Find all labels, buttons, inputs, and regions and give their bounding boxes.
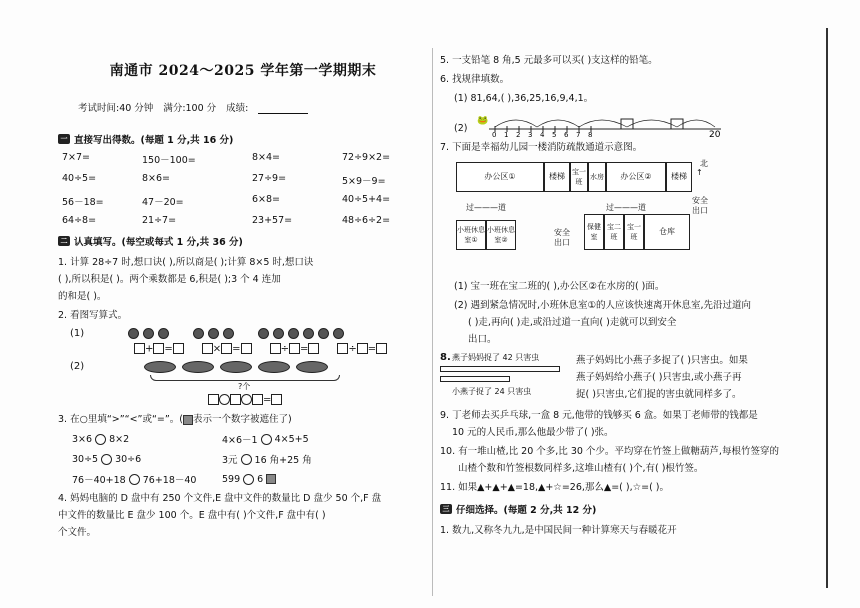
- score-blank[interactable]: [258, 104, 308, 114]
- evacuation-map: [456, 159, 756, 272]
- section-1-title: 直接写出得数。(每题 1 分,共 16 分): [74, 135, 234, 146]
- compare-item: 3×6 8×2: [72, 433, 130, 445]
- answer-box[interactable]: [134, 343, 145, 354]
- compare-grid: [72, 432, 428, 486]
- bar-chick: [440, 376, 510, 382]
- left-column: [58, 56, 428, 543]
- smiley-icon: [333, 328, 344, 339]
- smiley-icon: [128, 328, 139, 339]
- answer-box[interactable]: [271, 394, 282, 405]
- smiley-icon: [193, 328, 204, 339]
- calc-item[interactable]: 40÷5=: [62, 173, 97, 184]
- answer-box[interactable]: [230, 394, 241, 405]
- numline-tick-label: 3: [528, 131, 533, 137]
- question-6: 6. 找规律填数。: [440, 74, 510, 85]
- compare-circle[interactable]: [243, 474, 254, 485]
- column-divider: [432, 48, 433, 596]
- corridor-label-2: 过———道: [606, 203, 646, 212]
- question-11: 11. 如果▲+▲+▲=18,▲+☆=26,那么▲=( ),☆=( )。: [440, 482, 670, 493]
- exit-label-1: 安全出口: [692, 196, 708, 215]
- hidden-digit-icon: [183, 415, 193, 425]
- map-store: 仓库: [644, 214, 690, 250]
- plate-icon: [220, 361, 252, 373]
- section-2-heading: [58, 234, 428, 248]
- plate-icon: [258, 361, 290, 373]
- q2-sub1-label: (1): [70, 328, 85, 339]
- map-stairs-1: 楼梯: [544, 162, 570, 192]
- question-9: 9. 丁老师去买乒乓球,一盒 8 元,他带的钱够买 6 盒。如果丁老师带的钱都是 10 元的人民币,那么他最少带了( )张。: [440, 410, 758, 438]
- q1-line-1: 1. 计算 28÷7 时,想口诀( ),所以商是( );计算 8×5 时,想口诀: [58, 257, 314, 268]
- number-line: [471, 109, 731, 137]
- exam-time: 考试时间:40 分钟: [78, 103, 154, 114]
- compare-circle[interactable]: [95, 434, 106, 445]
- compare-item: 76－40+18 76+18－40: [72, 475, 197, 486]
- numline-tick-label: 0: [492, 131, 497, 137]
- map-stairs-2: 楼梯: [666, 162, 692, 192]
- exam-full-score: 满分:100 分: [163, 103, 217, 114]
- q6-1: (1) 81,64,( ),36,25,16,9,4,1。: [454, 93, 594, 104]
- smiley-icon: [258, 328, 269, 339]
- question-5: 5. 一支铅笔 8 角,5 元最多可以买( )支这样的铅笔。: [440, 55, 658, 66]
- compare-item: 3元 16 角+25 角: [222, 455, 312, 466]
- question-1: [58, 254, 428, 305]
- q1-line-2: ( ),所以积是( )。两个乘数都是 6,积是( );3 个 4 连加: [58, 274, 281, 285]
- q7-1: (1) 宝一班在宝二班的( ),办公区②在水房的( )面。: [454, 281, 665, 292]
- calc-item[interactable]: 72÷9×2=: [342, 152, 391, 163]
- mental-math-grid: [62, 152, 428, 226]
- calc-item[interactable]: 40÷5+4=: [342, 194, 391, 205]
- question-10: 10. 有一堆山楂,比 20 个多,比 30 个少。平均穿在竹签上做糖葫芦,每根竹签穿的 山楂个数和竹签根数同样多,这堆山楂有( )个,有( )根竹签。: [440, 446, 779, 474]
- q2-2-expression: =: [208, 394, 428, 406]
- question-3: 3. 在○里填“>”“<”或“=”。( 表示一个数字被遮住了): [58, 414, 292, 425]
- corridor-label-1: 过———道: [466, 203, 506, 212]
- numline-tick-label: 6: [564, 131, 569, 137]
- compare-circle[interactable]: [241, 454, 252, 465]
- section-1-heading: [58, 132, 428, 146]
- compare-item: 599 6: [222, 472, 372, 486]
- smiley-row: [70, 328, 428, 339]
- smiley-icon: [223, 328, 234, 339]
- answer-box[interactable]: [153, 343, 164, 354]
- answer-box[interactable]: [337, 343, 348, 354]
- answer-box[interactable]: [270, 343, 281, 354]
- map-health-room: 保健室: [584, 214, 604, 250]
- question-8: [440, 352, 820, 403]
- q8-text: 燕子妈妈比小燕子多捉了( )只害虫。如果 燕子妈妈给小燕子( )只害虫,或小燕子再 捉( )只害虫,它们捉的害虫就同样多了。: [576, 355, 748, 400]
- numline-tick-label: 4: [540, 131, 545, 137]
- smiley-icon: [158, 328, 169, 339]
- calc-item[interactable]: 64÷8=: [62, 215, 97, 226]
- q7-2: (2) 遇到紧急情况时,小班休息室①的人应该快速离开休息室,先沿过道向 ( )走,再向( )走,或沿过道一直向( )走就可以到安全 出口。: [454, 300, 752, 345]
- section-1-badge: 一: [58, 134, 70, 144]
- numline-end-label: 20: [709, 130, 721, 137]
- map-bao-1-top: 宝一班: [570, 162, 588, 192]
- section-2-title: 认真填写。(每空或每式 1 分,共 36 分): [74, 237, 243, 248]
- brace-label: ?个: [238, 381, 251, 391]
- answer-box[interactable]: [208, 394, 219, 405]
- answer-box[interactable]: [202, 343, 213, 354]
- smiley-icon: [208, 328, 219, 339]
- map-bao-1: 宝一班: [624, 214, 644, 250]
- plate-icon: [296, 361, 328, 373]
- compare-item: 30÷5 30÷6: [72, 453, 142, 465]
- section-3-heading: [440, 502, 820, 516]
- calc-item[interactable]: 5×9－9=: [342, 176, 386, 187]
- map-bao-2: 宝二班: [604, 214, 624, 250]
- answer-box[interactable]: [289, 343, 300, 354]
- section-2-badge: 二: [58, 236, 70, 246]
- section-3-title: 仔细选择。(每题 2 分,共 12 分): [456, 505, 597, 516]
- hidden-digit-icon: [266, 474, 276, 484]
- right-column: [440, 52, 820, 541]
- numline-tick-label: 5: [552, 131, 557, 137]
- q2-2-row: [58, 361, 428, 373]
- compare-item: 4×6－1 4×5+5: [222, 433, 309, 446]
- q6-2: (2) 🐸 0 1 2 3 4 5 6 7 8 20: [454, 109, 820, 137]
- map-rest-room-2: 小班休息室②: [486, 220, 516, 250]
- smiley-icon: [143, 328, 154, 339]
- answer-box[interactable]: [308, 343, 319, 354]
- exam-score-label: 成绩:: [226, 103, 249, 114]
- exit-label-2: 安全出口: [554, 228, 570, 247]
- calc-item[interactable]: 150－100=: [142, 155, 196, 166]
- compare-circle[interactable]: [129, 474, 140, 485]
- north-arrow-icon: ↑: [696, 168, 703, 177]
- plate-icon: [182, 361, 214, 373]
- plate-icon: [144, 361, 176, 373]
- section-3-badge: 三: [440, 504, 452, 514]
- map-office-1: 办公区①: [456, 162, 544, 192]
- answer-box[interactable]: [376, 343, 387, 354]
- exam-info: [78, 100, 428, 114]
- numline-tick-label: 1: [504, 131, 509, 137]
- answer-box[interactable]: [357, 343, 368, 354]
- map-rest-room-1: 小班休息室①: [456, 220, 486, 250]
- smiley-icon: [318, 328, 329, 339]
- answer-box[interactable]: [252, 394, 263, 405]
- question-2: 2. 看图写算式。: [58, 310, 128, 321]
- operator-circle[interactable]: [219, 394, 230, 405]
- calc-item[interactable]: 6×8=: [252, 194, 281, 205]
- calc-item[interactable]: 47－20=: [142, 197, 184, 208]
- calc-item[interactable]: 23+57=: [252, 215, 293, 226]
- question-4: 4. 妈妈电脑的 D 盘中有 250 个文件,E 盘中文件的数量比 D 盘少 50 个,F 盘 中文件的数量比 E 盘少 100 个。E 盘中有( )个文件,F 盘中有( ) 个文件。: [58, 493, 382, 538]
- q1-line-3: 的和是( )。: [58, 291, 107, 302]
- plates-row: [144, 361, 328, 373]
- smiley-icon: [273, 328, 284, 339]
- page-title: 南通市 2024～2025 学年第一学期期末: [109, 63, 377, 79]
- calc-item[interactable]: 21÷7=: [142, 215, 177, 226]
- calc-item[interactable]: 7×7=: [62, 152, 91, 163]
- q2-sub2-label: (2): [70, 361, 85, 372]
- calc-item[interactable]: 8×4=: [252, 152, 281, 163]
- map-water-room: 水房: [588, 162, 606, 192]
- q8-bar-diagram: 8. 燕子妈妈捉了 42 只害虫 小燕子捉了 24 只害虫: [440, 352, 564, 402]
- question-choice-1: 1. 数九,又称冬九九,是中国民间一种计算寒天与春暖花开: [440, 525, 677, 536]
- answer-box[interactable]: [173, 343, 184, 354]
- smiley-icon: [288, 328, 299, 339]
- q2-1-expressions: + = × = ÷ = ÷ =: [134, 343, 428, 355]
- calc-item[interactable]: 27÷9=: [252, 173, 287, 184]
- answer-box[interactable]: [221, 343, 232, 354]
- numline-tick-label: 8: [588, 131, 593, 137]
- numline-answer-box[interactable]: [621, 119, 633, 129]
- page-edge-line: [826, 28, 828, 588]
- calc-item[interactable]: 8×6=: [142, 173, 171, 184]
- frog-icon: 🐸: [477, 116, 489, 126]
- numline-tick-label: 7: [576, 131, 581, 137]
- calc-item[interactable]: 56－18=: [62, 197, 104, 208]
- north-label: 北: [700, 159, 708, 168]
- question-7: 7. 下面是幸福幼儿园一楼消防疏散通道示意图。: [440, 142, 643, 153]
- numline-tick-label: 2: [516, 131, 521, 137]
- answer-box[interactable]: [241, 343, 252, 354]
- bar-mother: [440, 366, 560, 372]
- map-office-2: 办公区②: [606, 162, 666, 192]
- compare-circle[interactable]: [261, 434, 272, 445]
- operator-circle[interactable]: [241, 394, 252, 405]
- calc-item[interactable]: 48÷6÷2=: [342, 215, 391, 226]
- smiley-icon: [303, 328, 314, 339]
- compare-circle[interactable]: [101, 454, 112, 465]
